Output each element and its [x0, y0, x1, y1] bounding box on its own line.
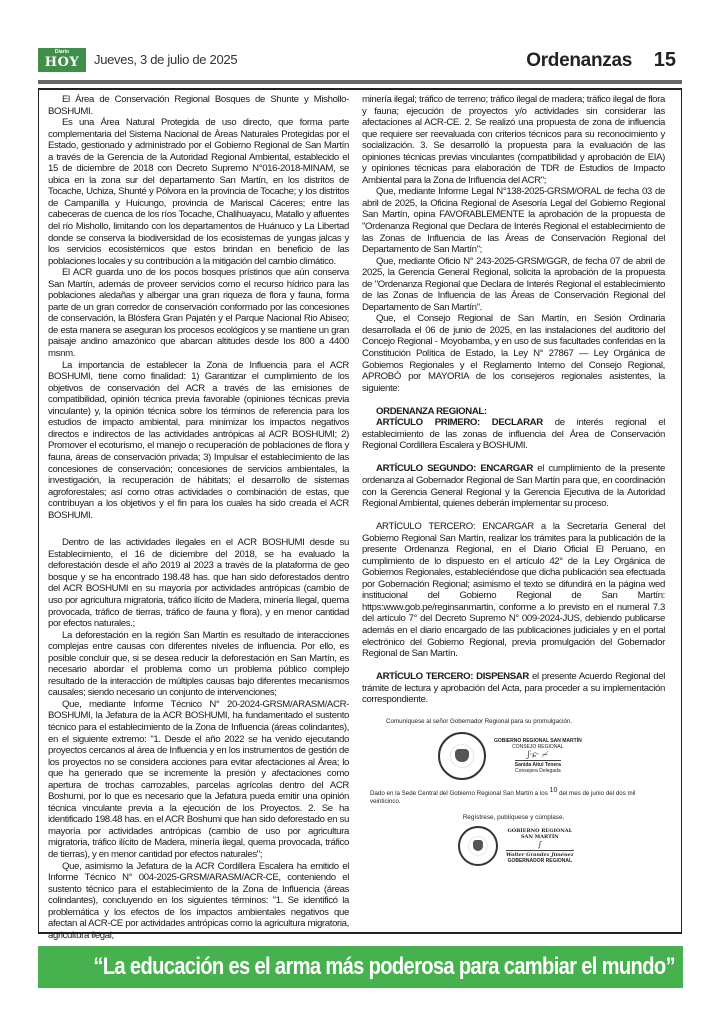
org2-line2: SAN MARTÍN: [520, 833, 559, 840]
page-header: [38, 48, 682, 74]
signer1-block: [515, 760, 561, 774]
publication-date: Jueves, 3 de julio de 2025: [94, 52, 238, 67]
paragraph-gap: [362, 452, 665, 464]
article-segundo: [362, 463, 665, 509]
banner-quote: “La educación es el arma más poderosa para cambiar el mundo”: [93, 953, 675, 980]
article-primero: [362, 417, 665, 452]
comunique-text: Comuníquese al señor Gobernador Regional para su promulgación.: [386, 717, 573, 725]
signer1-name: Sanida Aitul Tenera: [514, 761, 561, 768]
dado-text: [370, 786, 660, 806]
article-lead: ARTÍCULO PRIMERO: DECLARAR: [376, 417, 543, 429]
paragraph: El Área de Conservación Regional Bosques de Shunte y Mishollo-BOSHUMI.: [48, 94, 349, 117]
article-text: el cumplimiento de la presente ordenanza al Gobernador Regional de San Martín para que, en coordinación con la Gerencia General Regional y la Gerencia Ejecutiva de la Autoridad Regional Ambiental, quienes deberán implementar su proceso.: [362, 463, 665, 510]
registrese-text: Regístrese, publíquese y cúmplase.: [462, 813, 565, 821]
signer2-role: GOBERNADOR REGIONAL: [507, 857, 573, 864]
signature-block: [362, 718, 665, 866]
page-number: 15: [653, 49, 676, 71]
paragraph: La importancia de establecer la Zona de Influencia para el ACR BOSHUMI, tiene como finalidad: 1) Garantizar el cumplimiento de los objetivos de conservación del ACR a través de las emisiones de compatibilidad, opinión técnica previa favorable (opiniones técnicas previa vinculante) y, la opinión técnica sobre los términos de referencia para los estudios de impacto ambiental, para minimizar los impactos negativos directos e indirectos de las actividades antrópicas al ACR BOSHUMI; 2) Promover el ecoturismo, el manejo o recuperación de poblaciones de flora y fauna, áreas de conservación privada; 3) Impulsar el establecimiento de las concesiones de conservación; concesiones de servicios ambientales, la investigación, la recuperación de hábitats; el desarrollo de sistemas agroforestales; así como otras actividades o combinación de estas, que contribuyan a los objetivos y el fin para los cuales ha sido creada el ACR BOSHUMI.: [48, 359, 349, 521]
article-tercero-encargar: [362, 521, 665, 660]
header-rule: [38, 80, 682, 84]
article-lead: ARTÍCULO TERCERO: DISPENSAR: [376, 671, 529, 683]
paragraph-gap: [362, 510, 665, 522]
signature-scribble-icon: ʃ·ɕ· ≁: [527, 749, 549, 759]
signature-scribble-icon: ∫: [537, 839, 542, 849]
article-text: el presente Acuerdo Regional del trámite de lectura y aprobación del Acta, para proceder a su implementación correspondiente.: [362, 671, 665, 706]
article-text: ARTÍCULO TERCERO: ENCARGAR a la Secretaría General del Gobierno Regional San Martín, realizar los trámites para la publicación de la presente Ordenanza Regional, en el Diario Oficial El Peruano, en cumplimiento de lo dispuesto en el artículo 42° de la Ley Orgánica de Gobiernos Regionales, estableciéndose que dicha publicación sea efectuada por Gobernación Regional; asimismo el texto se difundirá en la página wed institucional del Gobierno Regional de San Martín: https:www.gob.pe/reginsanmartin, conforme a lo previsto en el numeral 7.3 del artículo 7° del Decreto Supremo N° 009-2024-JUS, debiendo publicarse además en el diario encargado de las publicaciones judiciales y en el portal electrónico del Gobierno Regional, previa promulgación del Gobernador Regional de San Martín.: [362, 521, 665, 660]
diario-hoy-logo: [38, 48, 86, 72]
article-frame: [38, 88, 682, 941]
governor-signature-text: [506, 828, 574, 864]
paragraph: Que, el Consejo Regional de San Martín, en Sesión Ordinaria desarrollada el 06 de junio de 2025, en las instalaciones del auditorio del Concejo Regional - Moyobamba, y en uso de sus facultades conferidas en la Constitución Política de Estado, la Ley N° 27867 — Ley Orgánica de Gobiernos Regionales y el Reglamento Interno del Consejo Regional, APROBÓ por MAYORIA de los consejeros regionales asistentes, la siguiente:: [362, 313, 665, 394]
org2-line1: GOBIERNO REGIONAL: [507, 827, 573, 834]
dado-day: 10: [549, 786, 558, 794]
paragraph: Es una Área Natural Protegida de uso directo, que forma parte complementaria del Sistema Nacional de Áreas Naturales Protegidas por el Estado, gestionado y administrado por el Gobierno Regional de San Martín a través de la Gerencia de la Autoridad Regional Ambiental, establecido el 15 de diciembre de 2018 con Decreto Supremo N°016-2018-MINAM, se ubica en la zona sur del departamento San Martín, en los distritos de Tocache, Uchiza, Shunté y Pólvora en la provincia de Tocache; y los distritos de Campanilla y Huicungo, provincia de Mariscal Cáceres; entre las cabeceras de cuenca de los ríos Tocache, Chalihuayacu, Matallo y afluentes del río Mishollo, limitando con los departamentos de Huánuco y La Libertad donde se conserva la biodiversidad de los ecosistemas de yungas jalcas y los servicios ecosistémicos que estos brindan en beneficio de las poblaciones locales y su contribución a la mitigación del cambio climático.: [48, 117, 349, 267]
paragraph-gap: [362, 660, 665, 672]
council-seal-icon: [438, 732, 486, 780]
logo-big-text: HOY: [44, 55, 80, 70]
quote-banner: [38, 946, 683, 988]
dado-suffix: del mes de junio del dos mil veinticinco.: [370, 789, 636, 805]
paragraph: El ACR guarda uno de los pocos bosques prístinos que aún conserva San Martín, además de proveer servicios como el recurso hídrico para las poblaciones aledañas y albergar una gran riqueza de flora y fauna, forma parte de un gran corredor de conservación conformado por las concesiones de conservación, la Blósfera Gran Pajatén y el Parque Nacional Rio Abiseo; de esta manera se aseguran los procesos ecológicos y se mantiene un gran paisaje andino amazónico que abarcan altitudes desde los 800 a 4400 msnm.: [48, 267, 349, 360]
left-column: [48, 94, 349, 941]
section-title: Ordenanzas: [526, 50, 632, 71]
article-lead: ARTÍCULO SEGUNDO: ENCARGAR: [376, 463, 533, 475]
paragraph: minería ilegal; tráfico de terreno; tráfico ilegal de madera; tráfico ilegal de flora y fauna; ejecución de proyectos y/o actividades sin considerar las afectaciones al ACR-CE. 2. Se realizó una propuesta de zona de influencia que requiere ser reevaluada con criterios técnicos para su reconocimiento y socialización. 3. Se desarrolló la propuesta para la evaluación de las opiniones técnicas previas vinculantes (compatibilidad y aprobación de EIA) y opiniones técnicas para elaboración de TDR de Estudios de Impacto Ambiental para la Zona de Influencia del ACR";: [362, 94, 665, 186]
paragraph-gap: [48, 521, 349, 537]
paragraph: Que, mediante Informe Legal N°138-2025-GRSM/ORAL de fecha 03 de abril de 2025, la Oficina Regional de Asesoría Legal del Gobierno Regional San Martín, opina FAVORABLEMENTE la aprobación de la propuesta de "Ordenanza Regional que Declara de Interés Regional el establecimiento de las Zonas de Influencia de las Áreas de Conservación Regional del Departamento de San Martín";: [362, 186, 665, 256]
ordinance-title-text: ORDENANZA REGIONAL:: [376, 405, 487, 417]
logo-small-text: Diario: [54, 49, 70, 55]
paragraph-gap: [362, 394, 665, 406]
article-tercero-dispensar: [362, 671, 665, 706]
council-signature: [438, 732, 665, 780]
article-text: de interés regional el establecimiento de las zonas de influencia del Área de Conservación Regional Cordillera Escalera y BOSHUMI.: [362, 417, 666, 452]
paragraph: Que, asimismo la Jefatura de la ACR Cordillera Escalera ha emitido el Informe Técnico N° 004-2025-GRSM/ARASM/ACR-CE, conteniendo el sustento técnico para el establecimiento de la Zona de Influencia (áreas colindantes), concluyendo en los siguientes términos: "1. Se identificó la problemática y los efectos de los impactos ambientales negativos que afectan al ACR-CE por actividades antrópicas como la agricultura migratoria, agricultura ilegal;: [48, 860, 349, 941]
governor-seal-icon: [458, 826, 498, 866]
paragraph: Dentro de las actividades ilegales en el ACR BOSHUMI desde su Establecimiento, el 16 de diciembre del 2018, se ha evaluado la deforestación desde el año 2019 al 2023 a través de la plataforma de geo bosque y se ha encontrado 198.48 has. que han sido deforestados dentro del ACR BOSHUMI en su mayoría por actividades antrópicas (cambio de uso por agricultura migratoria, tráfico ilícito de Madera, minería Ilegal, quema provocada, tráfico de tierras, tráfico de fauna y flora), y en menor cantidad por efectos naturales.;: [48, 537, 349, 630]
paragraph: Que, mediante Informe Técnico N° 20-2024-GRSM/ARASM/ACR-BOSHUMI, la Jefatura de la ACR BOSHUMI, ha fundamentado el sustento técnico para el establecimiento de la Zona de Influencia (áreas colindantes), en el siguiente extremo: "1. Desde el año 2022 se ha venido ejecutando proyectos cercanos al área de Influencia y en los instrumentos de gestión de los proyectos no se considera acciones para evitar afectaciones al Área; lo que ha generado que se incremente la presión y afectaciones como apertura de trochas carrozables, parcelas agrícolas dentro del ACR Boshumi, por lo que es necesario que la Jefatura pueda emitir una opinión técnica vinculante previa a la ejecución de los Proyectos. 2. Se ha identificado 198.48 has. en el ACR Boshumi que han sido deforestado en su mayoría por actividades antrópicas (cambio de uso por agricultura migratoria, tráfico ilícito de Madera, minería ilegal, quema provocada, tráfico de tierras), y en menor cantidad por efectos naturales";: [48, 698, 349, 860]
signer1-role: Consejera Delegada: [515, 767, 561, 774]
org1-line1: GOBIERNO REGIONAL SAN MARTÍN: [494, 737, 582, 744]
signer2-name: Walter Grandez Jiménez: [506, 851, 574, 858]
paragraph: Que, mediante Oficio N° 243-2025-GRSM/GGR, de fecha 07 de abril de 2025, la Gerencia General Regional, solicita la aprobación de la propuesta de "Ordenanza Regional que Declara de Interés Regional el establecimiento de las Zonas de Influencia de las Áreas de Conservación Regional del Departamento de San Martín".: [362, 255, 665, 313]
council-signature-text: [494, 738, 582, 774]
signer2-block: [506, 850, 574, 864]
paragraph: La deforestación en la región San Martín es resultado de interacciones complejas entre causas con diferentes niveles de influencia. Por ello, es posible concluir que, si se desea reducir la deforestación en San Martín, es necesario abordar el problema como un problema público complejo resultado de la interacción de múltiples causas bajo diferentes mecanismos causales; siendo necesario un conjunto de intervenciones;: [48, 629, 349, 699]
governor-signature: [458, 826, 665, 866]
org1-line2: CONSEJO REGIONAL: [512, 743, 564, 750]
right-column: [362, 94, 665, 866]
dado-prefix: Dado en la Sede Central del Gobierno Regional San Martín a los: [370, 789, 550, 797]
ordinance-title: [362, 406, 665, 418]
